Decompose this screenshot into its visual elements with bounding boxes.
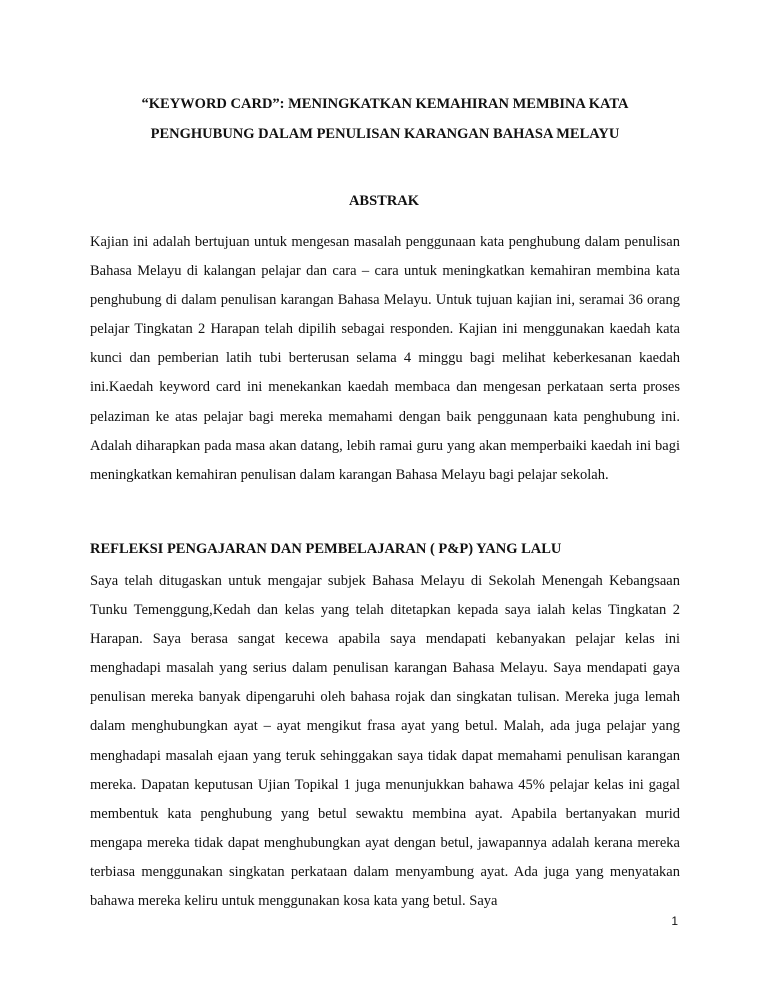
- abstract-heading: ABSTRAK: [348, 193, 420, 209]
- section-heading: REFLEKSI PENGAJARAN DAN PEMBELAJARAN ( P&P) YANG LALU: [90, 541, 562, 557]
- abstract-paragraph: Kajian ini adalah bertujuan untuk mengesan masalah penggunaan kata penghubung dalam penulisan Bahasa Melayu di kalangan pelajar dan cara – cara untuk meningkatkan kemahiran membina kata penghubung di dalam penulisan karangan Bahasa Melayu. Untuk tujuan kajian ini, seramai 36 orang pelajar Tingkatan 2 Harapan telah dipilih sebagai responden. Kajian ini menggunakan kaedah kata kunci dan pemberian latih tubi berterusan selama 4 minggu bagi melihat keberkesanan kaedah ini.Kaedah keyword card ini menekankan kaedah membaca dan mengesan perkataan serta proses pelaziman ke atas pelajar bagi mereka memahami dengan baik penggunaan kata penghubung ini. Adalah diharapkan pada masa akan datang, lebih ramai guru yang akan memperbaiki kaedah ini bagi meningkatkan kemahiran penulisan dalam karangan Bahasa Melayu bagi pelajar sekolah.: [90, 234, 680, 483]
- page-number: 1: [671, 914, 678, 928]
- document-title: “KEYWORD CARD”: MENINGKATKAN KEMAHIRAN MEMBINA KATA PENGHUBUNG DALAM PENULISAN KARANGAN BAHASA MELAYU: [141, 96, 629, 142]
- section-paragraph: Saya telah ditugaskan untuk mengajar subjek Bahasa Melayu di Sekolah Menengah Kebangsaan Tunku Temenggung,Kedah dan kelas yang telah ditetapkan kepada saya ialah kelas Tingkatan 2 Harapan. Saya berasa sangat kecewa apabila saya mendapati kebanyakan pelajar kelas ini menghadapi masalah yang serius dalam penulisan karangan Bahasa Melayu. Saya mendapati gaya penulisan mereka banyak dipengaruhi oleh bahasa rojak dan singkatan tulisan. Mereka juga lemah dalam menghubungkan ayat – ayat mengikut frasa ayat yang betul. Malah, ada juga pelajar yang menghadapi masalah ejaan yang teruk sehinggakan saya tidak dapat memahami penulisan karangan mereka. Dapatan keputusan Ujian Topikal 1 juga menunjukkan bahawa 45% pelajar kelas ini gagal membentuk kata penghubung yang betul sewaktu membina ayat. Apabila bertanyakan murid mengapa mereka tidak dapat menghubungkan ayat dengan betul, jawapannya adalah kerana mereka terbiasa menggunakan singkatan perkataan dalam menyambung ayat. Ada juga yang menyatakan bahawa mereka keliru untuk menggunakan kosa kata yang betul. Saya: [90, 573, 680, 910]
